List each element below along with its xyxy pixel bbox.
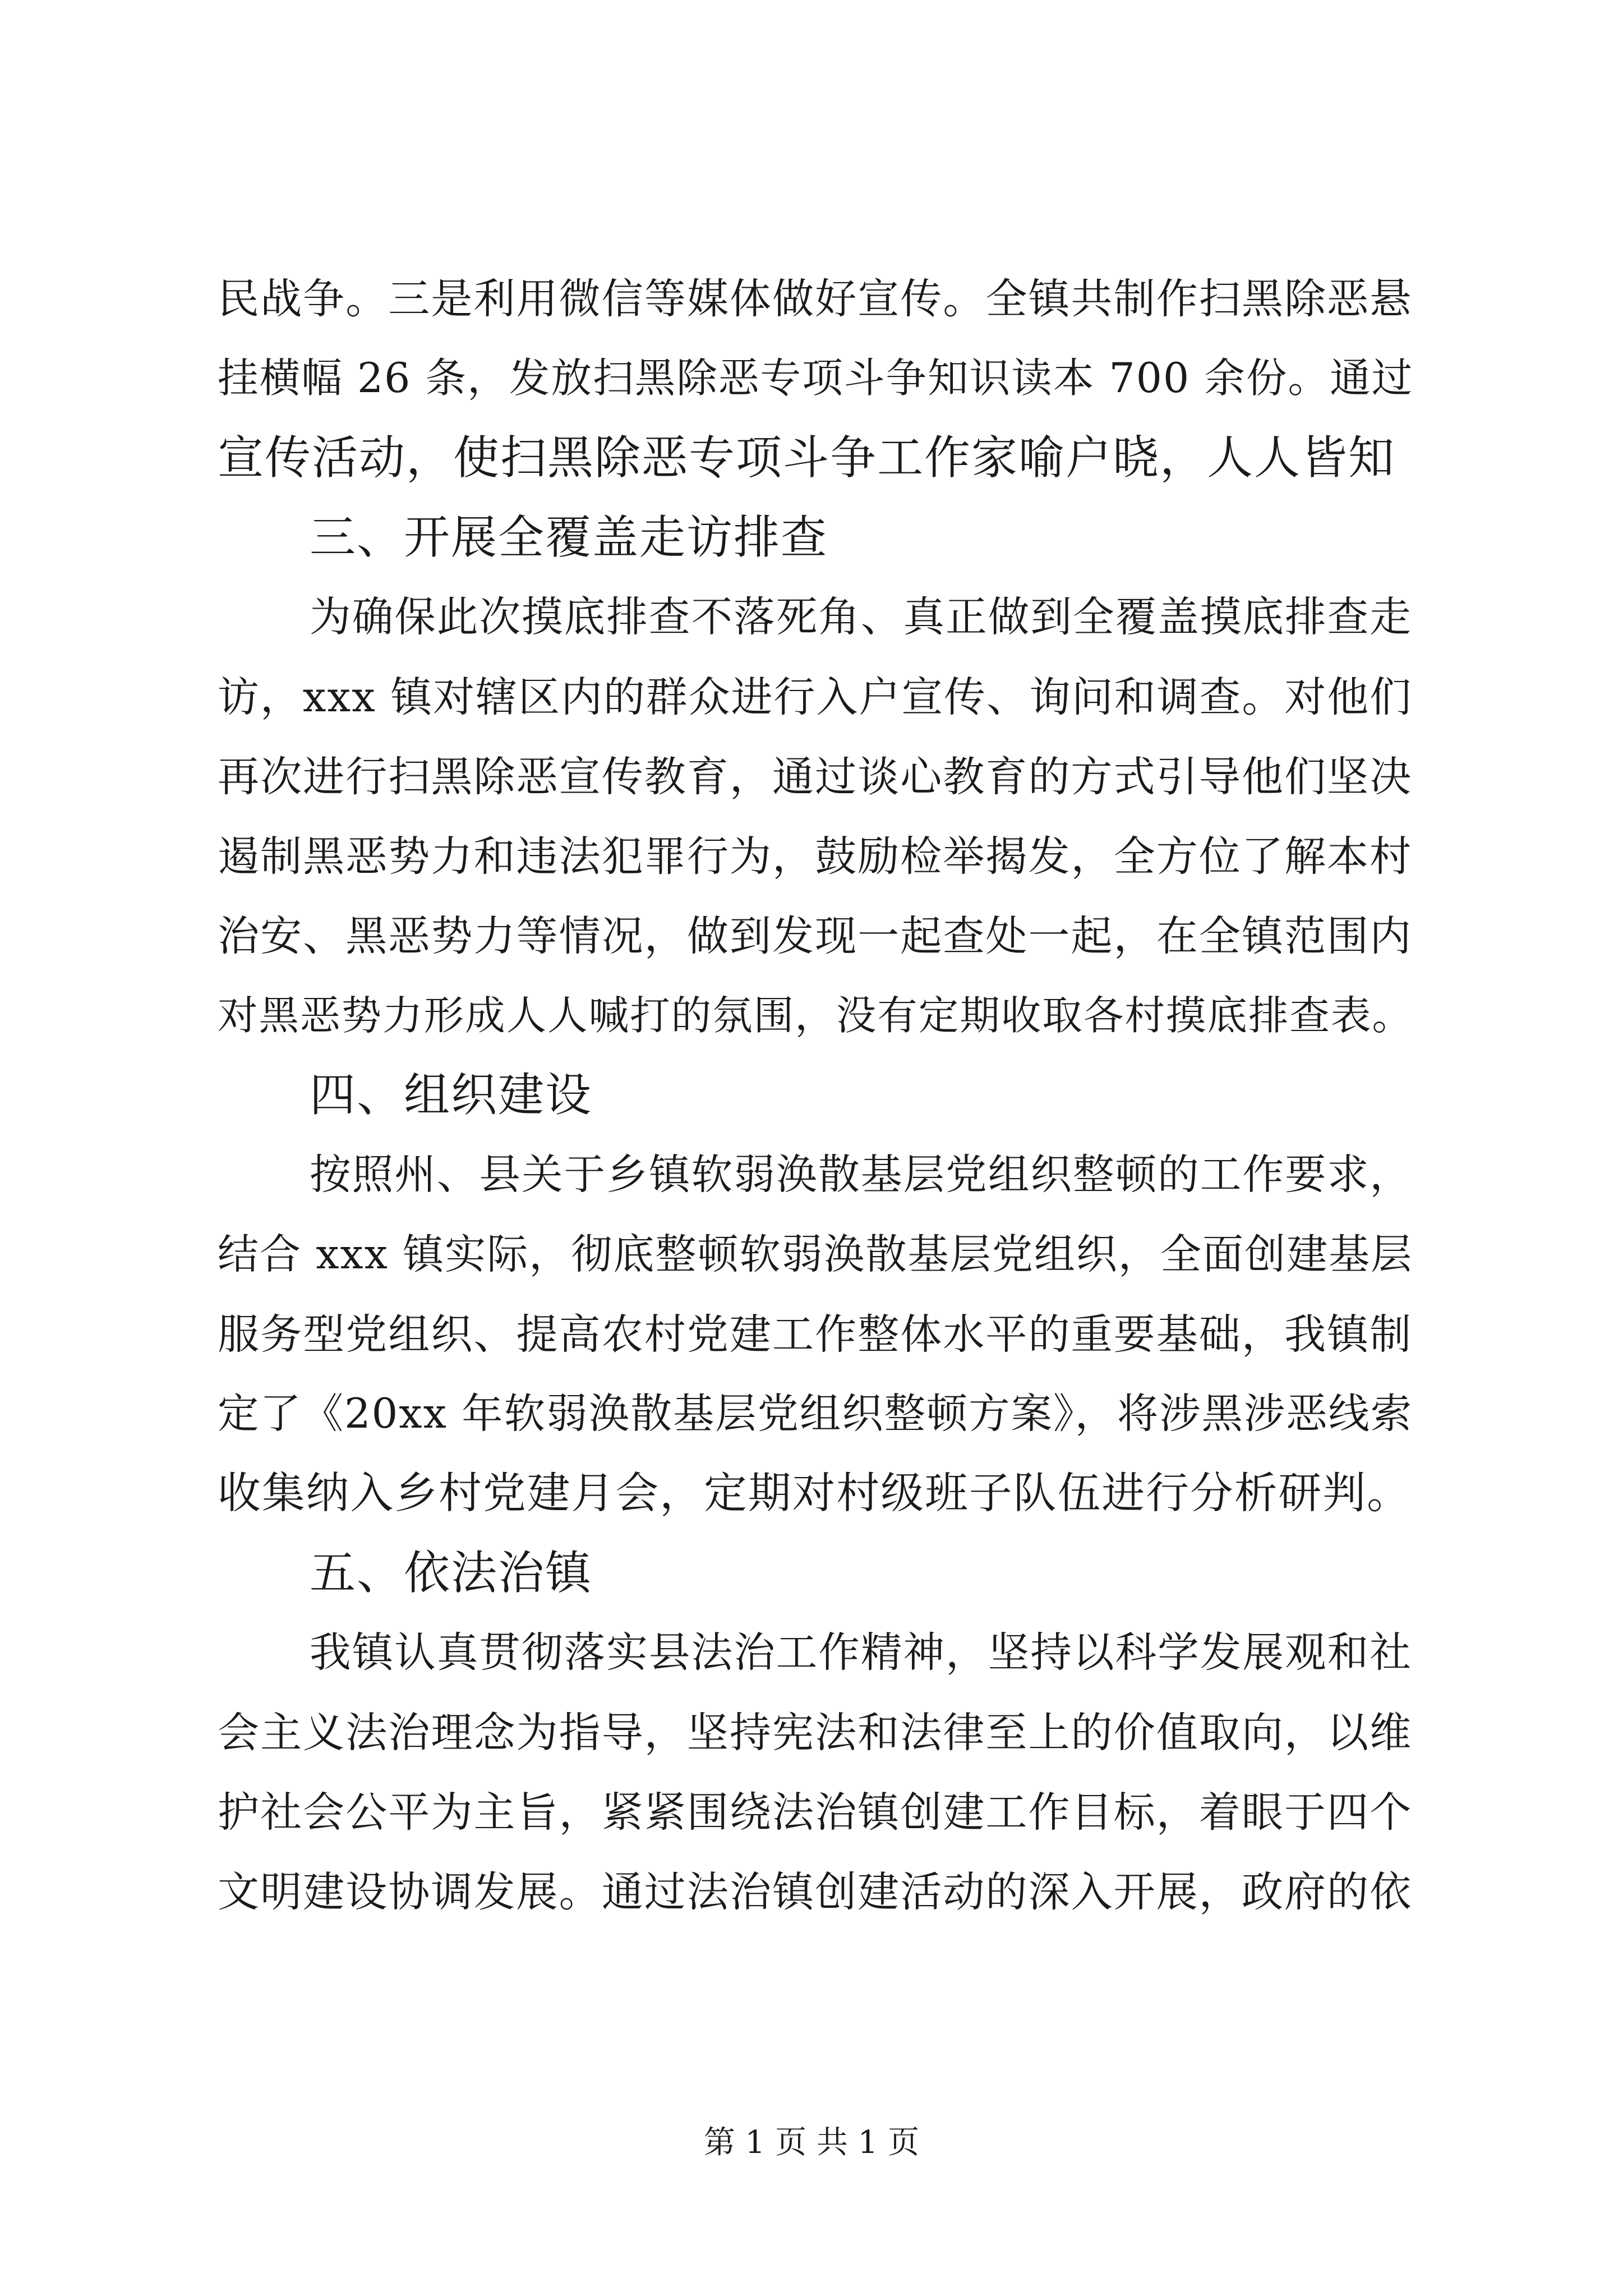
text-line: 会主义法治理念为指导，坚持宪法和法律至上的价值取向，以维 bbox=[218, 1709, 1413, 1757]
text-line: 访，xxx 镇对辖区内的群众进行入户宣传、询问和调查。对他们 bbox=[218, 673, 1413, 721]
text-line: 再次进行扫黑除恶宣传教育，通过谈心教育的方式引导他们坚决 bbox=[218, 753, 1413, 801]
text-line: 宣传活动，使扫黑除恶专项斗争工作家喻户晓，人人皆知 bbox=[218, 431, 1396, 485]
text-line: 服务型党组织、提高农村党建工作整体水平的重要基础，我镇制 bbox=[218, 1310, 1413, 1359]
text-line: 遏制黑恶势力和违法犯罪行为，鼓励检举揭发，全方位了解本村 bbox=[218, 832, 1413, 881]
text-line: 四、组织建设 bbox=[310, 1069, 593, 1122]
text-line: 挂横幅 26 条，发放扫黑除恶专项斗争知识读本 700 余份。通过 bbox=[218, 355, 1414, 402]
text-line: 三、开展全覆盖走访排查 bbox=[310, 511, 828, 564]
text-line: 为确保此次摸底排查不落死角、真正做到全覆盖摸底排查走 bbox=[310, 593, 1412, 641]
text-line: 定了《20xx 年软弱涣散基层党组织整顿方案》，将涉黑涉恶线索 bbox=[218, 1390, 1413, 1438]
text-line: 五、依法治镇 bbox=[310, 1547, 593, 1600]
document-body bbox=[218, 259, 1414, 1932]
text-line: 结合 xxx 镇实际，彻底整顿软弱涣散基层党组织，全面创建基层 bbox=[218, 1231, 1413, 1278]
text-line: 我镇认真贯彻落实县法治工作精神，坚持以科学发展观和社 bbox=[310, 1629, 1412, 1677]
text-line: 护社会公平为主旨，紧紧围绕法治镇创建工作目标，着眼于四个 bbox=[218, 1788, 1413, 1837]
text-line: 治安、黑恶势力等情况，做到发现一起查处一起，在全镇范围内 bbox=[218, 912, 1413, 960]
text-line: 文明建设协调发展。通过法治镇创建活动的深入开展，政府的依 bbox=[218, 1868, 1413, 1916]
text-line: 按照州、县关于乡镇软弱涣散基层党组织整顿的工作要求， bbox=[310, 1151, 1412, 1199]
text-line: 民战争。三是利用微信等媒体做好宣传。全镇共制作扫黑除恶悬 bbox=[218, 275, 1413, 323]
text-line: 对黑恶势力形成人人喊打的氛围，没有定期收取各村摸底排查表。 bbox=[218, 992, 1413, 1039]
page-footer: 第 1 页 共 1 页 bbox=[703, 2124, 920, 2161]
text-line: 收集纳入乡村党建月会，定期对村级班子队伍进行分析研判。 bbox=[218, 1469, 1411, 1519]
